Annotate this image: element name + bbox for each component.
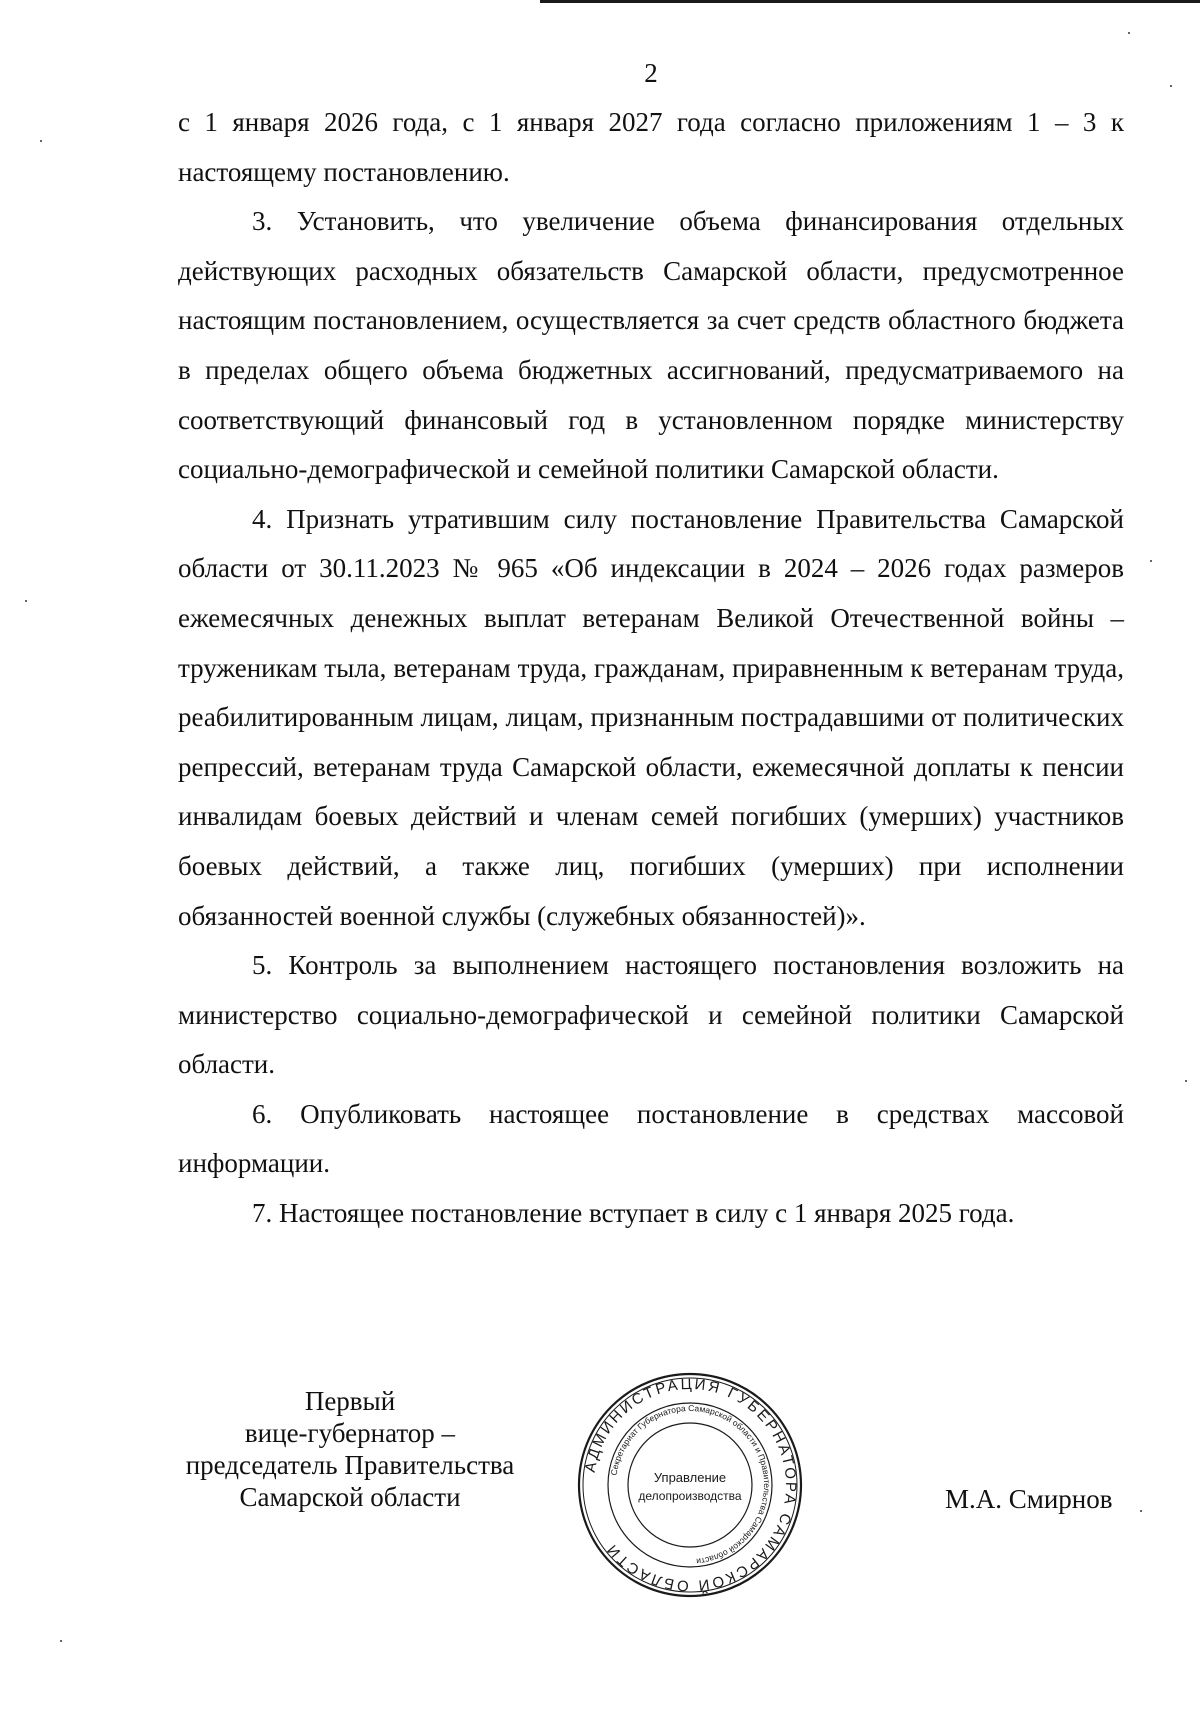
scan-speck <box>25 600 27 602</box>
position-line: вице-губернатор – <box>244 1418 456 1448</box>
official-seal <box>575 1370 805 1600</box>
seal-center-line: Управление <box>653 1470 727 1485</box>
seal-graphic <box>575 1370 805 1600</box>
position-line: Самарской области <box>239 1482 461 1512</box>
seal-inner-ring-text: Секретариат Губернатора Самарской области и Правительства Самарской области <box>608 1402 773 1567</box>
signatory-position <box>160 1385 540 1513</box>
seal-center-line: делопроизводства <box>638 1489 742 1503</box>
scan-speck <box>1170 85 1172 87</box>
scan-speck <box>60 1640 62 1642</box>
scan-speck <box>1185 1080 1187 1082</box>
paragraph-5: 5. Контроль за выполнением настоящего постановления возложить на министерство социально-демографической и семейной политики Самарской области. <box>178 950 1124 1080</box>
scan-speck <box>1140 1510 1142 1512</box>
top-rule <box>540 0 1200 3</box>
page-number: 2 <box>644 58 658 88</box>
scan-speck <box>1128 32 1130 34</box>
seal-outer-text: АДМИНИСТРАЦИЯ ГУБЕРНАТОРА САМАРСКОЙ ОБЛАСТИ <box>581 1375 800 1595</box>
scan-speck <box>40 140 42 142</box>
document-body <box>178 98 1124 1239</box>
paragraph-3: 3. Установить, что увеличение объема финансирования отдельных действующих расходных обязательств Самарской области, предусмотренное настоящим постановлением, осуществляется за счет средств областного бюджета в пределах общего объема бюджетных ассигнований, предусматриваемого на соответствующий финансовый год в установленном порядке министерству социально-демографической и семейной политики Самарской области. <box>178 206 1124 485</box>
paragraph-6: 6. Опубликовать настоящее постановление в средствах массовой информации. <box>178 1098 1124 1179</box>
signer-name: М.А. Смирнов <box>945 1484 1113 1514</box>
position-line: председатель Правительства <box>185 1450 515 1480</box>
paragraph-continuation: с 1 января 2026 года, с 1 января 2027 года согласно приложениям 1 – 3 к настоящему постановлению. <box>178 107 1124 187</box>
scan-speck <box>1150 560 1152 562</box>
paragraph-7: 7. Настоящее постановление вступает в силу с 1 января 2025 года. <box>252 1198 1015 1229</box>
paragraph-4: 4. Признать утратившим силу постановление Правительства Самарской области от 30.11.2023 № 965 «Об индексации в 2024 – 2026 годах размеров ежемесячных денежных выплат ветеранам Великой Отечественной войны – труженикам тыла, ветеранам труда, гражданам, приравненным к ветеранам труда, реабилитированным лицам, лицам, признанным пострадавшими от политических репрессий, ветеранам труда Самарской области, ежемесячной доплаты к пенсии инвалидам боевых действий и членам семей погибших (умерших) участников боевых действий, а также лиц, погибших (умерших) при исполнении обязанностей военной службы (служебных обязанностей)». <box>178 503 1124 931</box>
position-line: Первый <box>304 1386 396 1416</box>
